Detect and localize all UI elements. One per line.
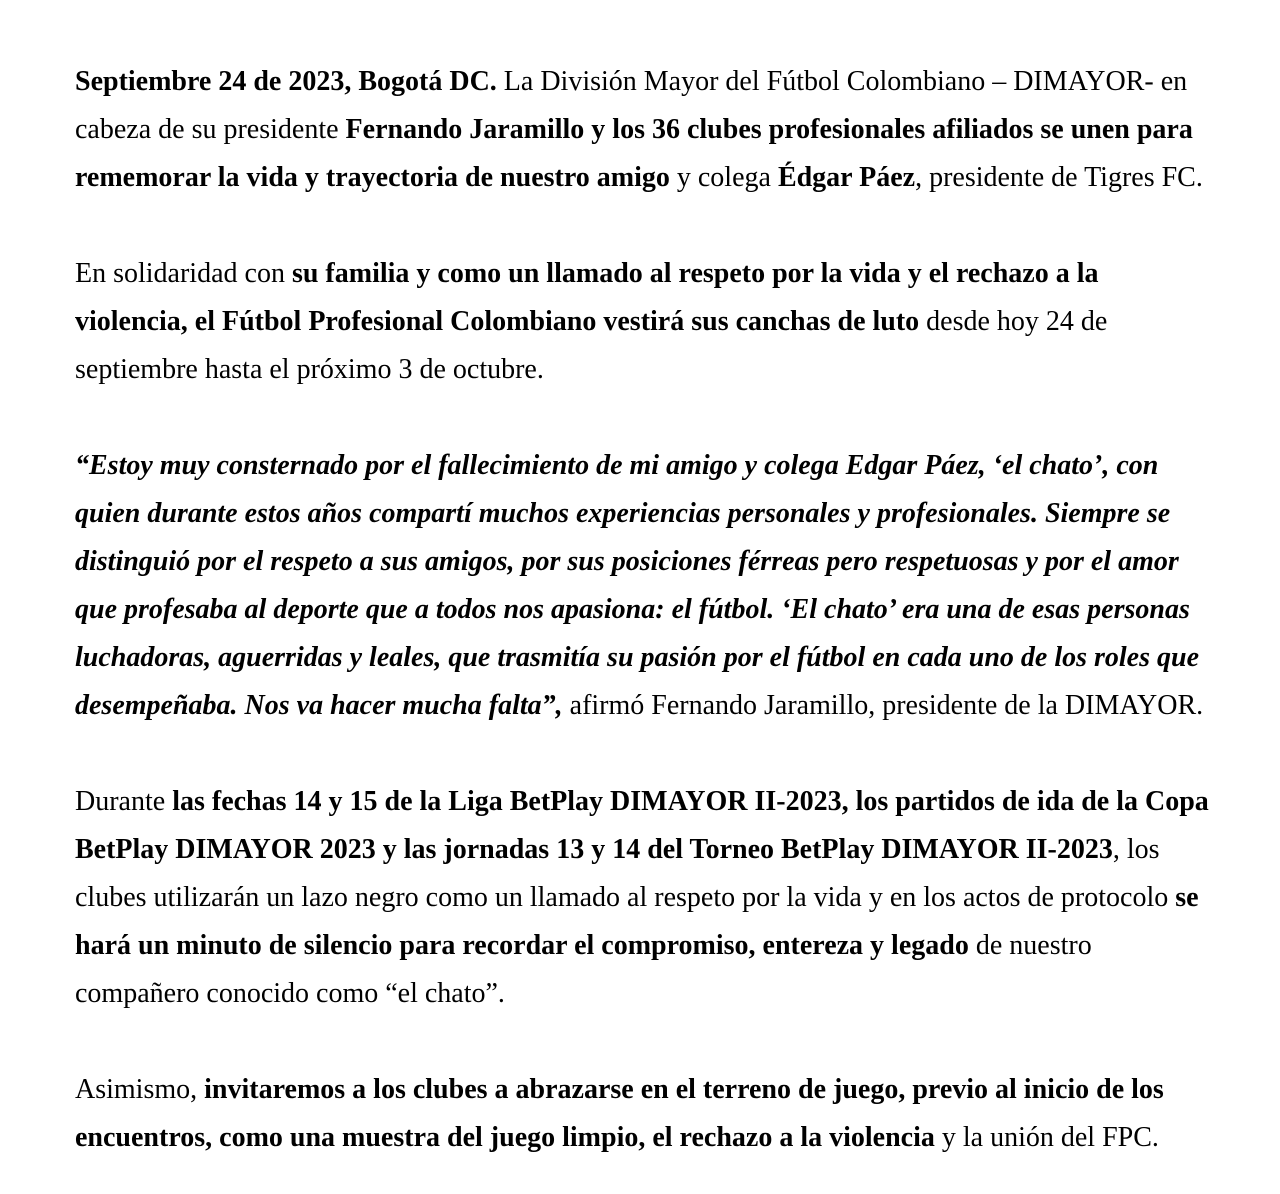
text-run-bold: invitaremos a los clubes a abrazarse en el terreno de juego, previo al inicio de los encuentros, como una muestra del juego limpio, el rechazo a la violencia [75, 1074, 1164, 1153]
text-run-regular: de nuestro compañero conocido como “el chato”. [75, 930, 1092, 1009]
text-run-bold-italic: “Estoy muy consternado por el fallecimiento de mi amigo y colega Edgar Páez, ‘el chato’, con quien durante estos años compartí muchos experiencias personales y profesionales. Siempre se distinguió por el respeto a sus amigos, por sus posiciones férreas pero respetuosas y por el amor que profesaba al deporte que a todos nos apasiona: el fútbol. ‘El chato’ era una de esas personas luchadoras, aguerridas y leales, que trasmitía su pasión por el fútbol en cada uno de los roles que desempeñaba. Nos va hacer mucha falta”, [75, 450, 1199, 721]
dateline-paragraph [75, 58, 1210, 202]
text-run-bold: Édgar Páez [777, 162, 916, 193]
text-run-regular: y colega [669, 162, 778, 193]
text-run-bold: Septiembre 24 de 2023, Bogotá DC. [75, 66, 497, 97]
text-run-regular: , los clubes utilizarán un lazo negro como un llamado al respeto por la vida y en los actos de protocolo [75, 834, 1176, 913]
text-run-regular: , presidente de Tigres FC. [915, 162, 1203, 193]
text-run-bold: Fernando Jaramillo y los 36 clubes profesionales afiliados se unen para rememorar la vida y trayectoria de nuestro amigo [75, 114, 1193, 193]
text-run-bold: su familia y como un llamado al respeto por la vida y el rechazo a la violencia, el Fútbol Profesional Colombiano vestirá sus canchas de luto [75, 258, 1099, 337]
text-run-bold: se hará un minuto de silencio para recordar el compromiso, entereza y legado [75, 882, 1199, 961]
text-run-regular: En solidaridad con [75, 258, 292, 289]
text-run-bold: las fechas 14 y 15 de la Liga BetPlay DIMAYOR II-2023, los partidos de ida de la Copa BetPlay DIMAYOR 2023 y las jornadas 13 y 14 del Torneo BetPlay DIMAYOR II-2023 [75, 786, 1209, 865]
closing-paragraph [75, 1066, 1210, 1162]
text-run-regular: afirmó Fernando Jaramillo, presidente de la DIMAYOR. [562, 690, 1204, 721]
fixtures-paragraph [75, 778, 1210, 1018]
text-run-regular: Asimismo, [75, 1074, 205, 1105]
quote-paragraph [75, 442, 1210, 730]
text-run-regular: desde hoy 24 de septiembre hasta el próximo 3 de octubre. [75, 306, 1108, 385]
text-run-regular: La División Mayor del Fútbol Colombiano – DIMAYOR- en cabeza de su presidente [75, 66, 1188, 145]
text-run-regular: Durante [75, 786, 173, 817]
text-run-regular: y la unión del FPC. [934, 1122, 1159, 1153]
solidarity-paragraph [75, 250, 1210, 394]
